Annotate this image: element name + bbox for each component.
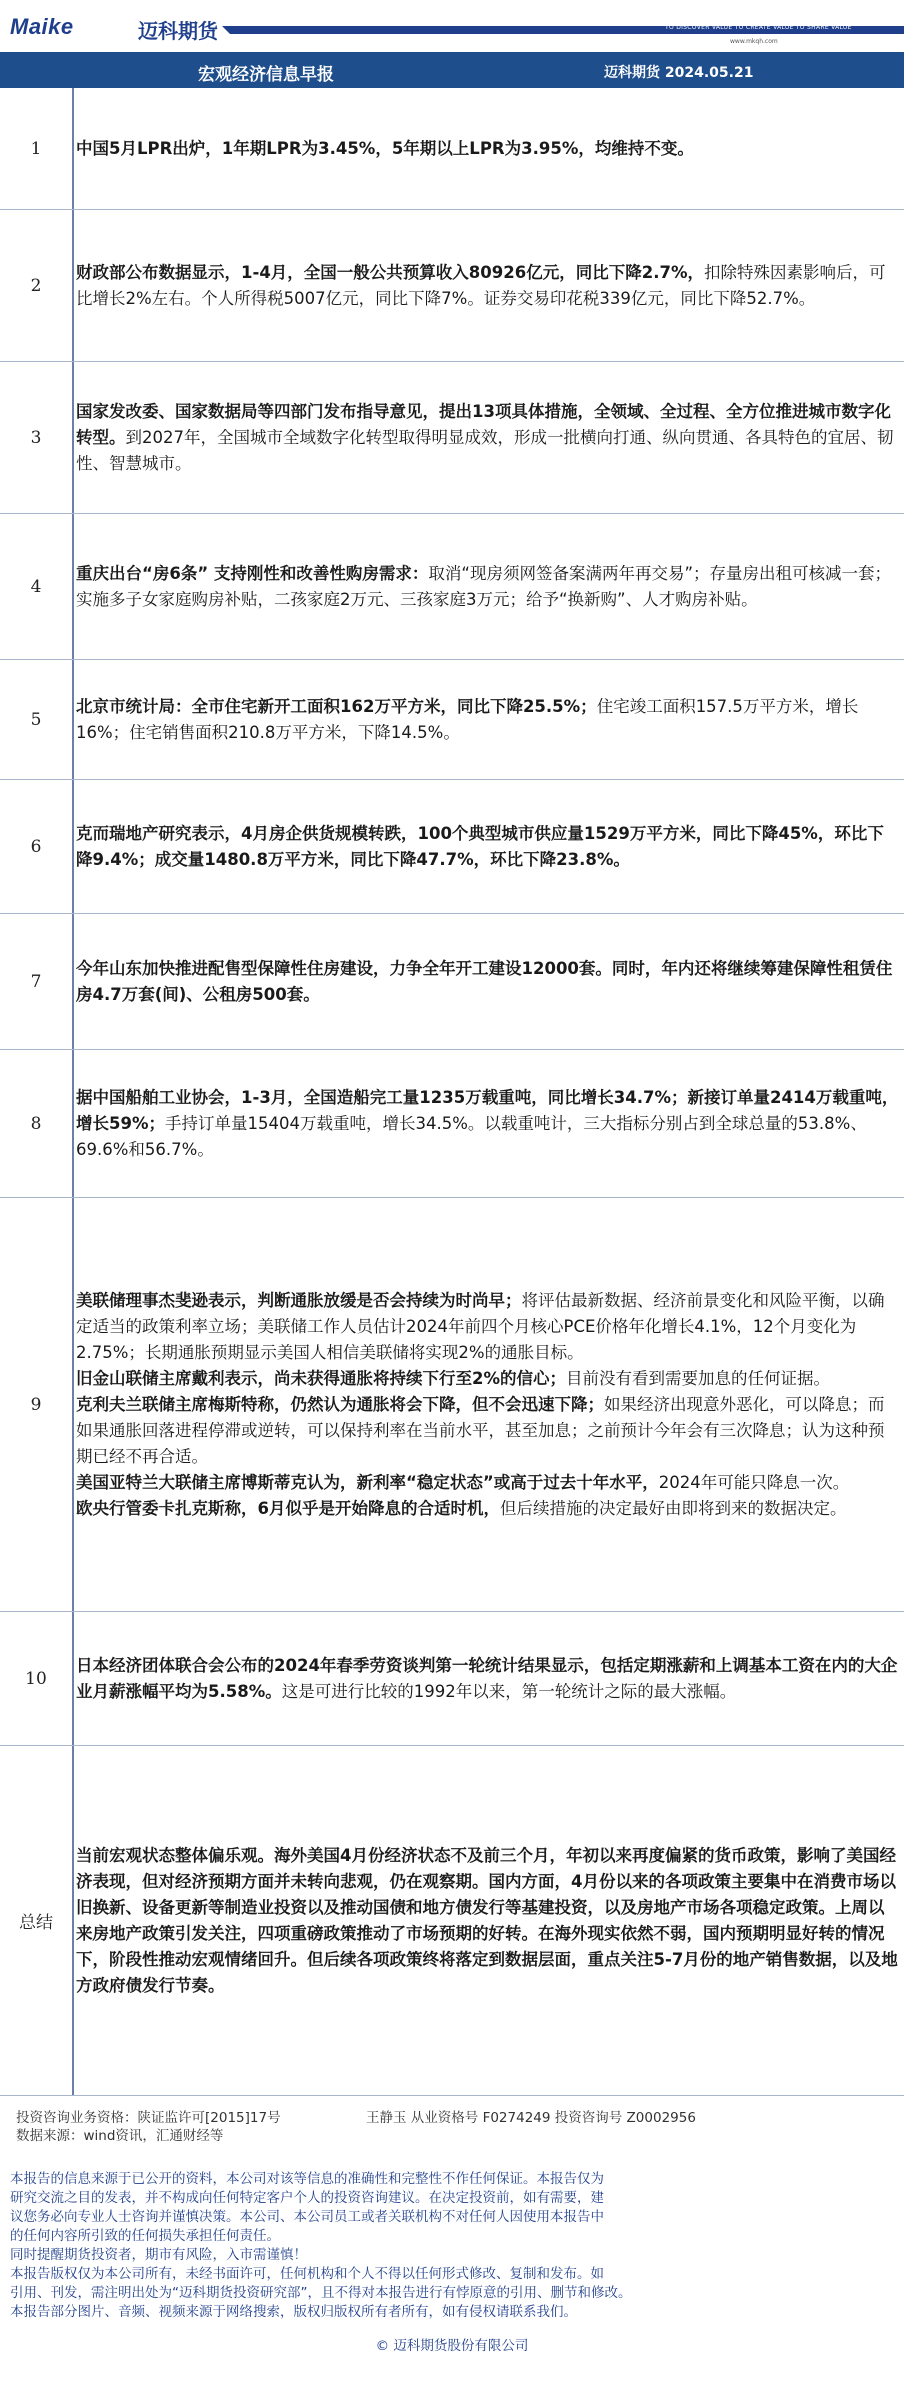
news-row-3 (0, 362, 904, 514)
row-number: 10 (0, 1612, 74, 1745)
disclaimer-line: 研究交流之目的发表，并不构成向任何特定客户个人的投资咨询建议。在决定投资前，如有需要，建 (10, 2190, 604, 2206)
company-logo-cn: 迈科期货 (138, 19, 218, 43)
publisher-date: 迈科期货 2024.05.21 (604, 65, 754, 81)
row-detail: 扣除特殊因素影响后，可比增长2%左右。个人所得税5007亿元，同比下降7%。证券交易印花税339亿元，同比下降52.7%。 (76, 262, 886, 308)
row-headline: 据中国船舶工业协会，1-3月，全国造船完工量1235万载重吨，同比增长34.7%；新接订单量2414万载重吨，增长59%； (76, 1087, 899, 1133)
row-headline: 美联储理事杰斐逊表示，判断通胀放缓是否会持续为时尚早； (76, 1290, 522, 1310)
row-number: 7 (0, 914, 74, 1049)
row-headline: 中国5月LPR出炉，1年期LPR为3.45%，5年期以上LPR为3.95%，均维持不变。 (76, 138, 694, 158)
disclaimer (10, 2170, 890, 2322)
report-header (0, 0, 904, 52)
copyright: © 迈科期货股份有限公司 (375, 2338, 529, 2354)
news-row-4 (0, 514, 904, 660)
row-number: 6 (0, 780, 74, 913)
news-row-8 (0, 1050, 904, 1198)
news-row-6 (0, 780, 904, 914)
row-paragraph (76, 1470, 900, 1496)
row-headline: 国家发改委、国家数据局等四部门发布指导意见，提出13项具体措施，全领域、全过程、全方位推进城市数字化转型。 (76, 401, 891, 447)
license-info: 投资咨询业务资格：陕证监许可[2015]17号 (16, 2110, 281, 2126)
disclaimer-line: 引用、刊发，需注明出处为“迈科期货投资研究部”，且不得对本报告进行有悖原意的引用、删节和修改。 (10, 2285, 632, 2301)
row-headline: 财政部公布数据显示，1-4月，全国一般公共预算收入80926亿元，同比下降2.7%， (76, 262, 704, 282)
news-row-5 (0, 660, 904, 780)
row-number: 2 (0, 210, 74, 361)
row-detail: 取消“现房须网签备案满两年再交易”；存量房出租可核减一套；实施多子女家庭购房补贴，二孩家庭2万元、三孩家庭3万元；给予“换新购”、人才购房补贴。 (76, 563, 892, 609)
row-number: 3 (0, 362, 74, 513)
news-row-1 (0, 88, 904, 210)
row-headline: 克而瑞地产研究表示，4月房企供货规模转跌，100个典型城市供应量1529万平方米，同比下降45%，环比下降9.4%；成交量1480.8万平方米，同比下降47.7%，环比下降23.8%。 (76, 823, 884, 869)
row-detail: 如果经济出现意外恶化，可以降息；而如果通胀回落进程停滞或逆转，可以保持利率在当前水平，甚至加息；之前预计今年会有三次降息；认为这种预期已经不再合适。 (76, 1394, 885, 1466)
row-number: 4 (0, 514, 74, 659)
title-bar (0, 52, 904, 88)
row-detail: 到2027年，全国城市全域数字化转型取得明显成效，形成一批横向打通、纵向贯通、各具特色的宜居、韧性、智慧城市。 (76, 427, 894, 473)
summary-text: 当前宏观状态整体偏乐观。海外美国4月份经济状态不及前三个月，年初以来再度偏紧的货币政策，影响了美国经济表现，但对经济预期方面并未转向悲观，仍在观察期。国内方面，4月份以来的各项政策主要集中在消费市场以旧换新、设备更新等制造业投资以及推动国债和地方债发行等基建投资，以及房地产市场各项稳定政策。上周以来房地产政策引发关注，四项重磅政策推动了市场预期的好转。在海外现实依然不弱，国内预期明显好转的情况下，阶段性推动宏观情绪回升。但后续各项政策终将落定到数据层面，重点关注5-7月份的地产销售数据，以及地方政府债发行节奏。 (76, 1845, 898, 1995)
row-detail: 这是可进行比较的1992年以来，第一轮统计之际的最大涨幅。 (281, 1681, 737, 1701)
report-title: 宏观经济信息早报 (198, 65, 334, 85)
row-headline: 欧央行管委卡扎克斯称，6月似乎是开始降息的合适时机， (76, 1498, 500, 1518)
row-number: 1 (0, 88, 74, 209)
news-row-2 (0, 210, 904, 362)
disclaimer-line: 议您务必向专业人士咨询并谨慎决策。本公司、本公司员工或者关联机构不对任何人因使用本报告中 (10, 2209, 604, 2225)
row-detail: 但后续措施的决定最好由即将到来的数据决定。 (499, 1498, 847, 1518)
news-row-10 (0, 1612, 904, 1746)
summary-row (0, 1746, 904, 2096)
row-detail: 目前没有看到需要加息的任何证据。 (566, 1368, 831, 1388)
disclaimer-line: 的任何内容所引致的任何损失承担任何责任。 (10, 2228, 280, 2244)
header-slogan: TO DISCOVER VALUE TO CREATE VALUE TO SHARE VALUE (665, 24, 852, 31)
row-paragraph (76, 1392, 900, 1470)
row-headline: 北京市统计局：全市住宅新开工面积162万平方米，同比下降25.5%； (76, 696, 597, 716)
row-headline: 美国亚特兰大联储主席博斯蒂克认为，新利率“稳定状态”或高于过去十年水平， (76, 1472, 659, 1492)
data-source: 数据来源：wind资讯，汇通财经等 (16, 2128, 224, 2144)
analyst-info: 王静玉 从业资格号 F0274249 投资咨询号 Z0002956 (366, 2110, 696, 2126)
row-headline: 日本经济团体联合会公布的2024年春季劳资谈判第一轮统计结果显示，包括定期涨薪和上调基本工资在内的大企业月薪涨幅平均为5.58%。 (76, 1655, 898, 1701)
summary-label: 总结 (0, 1746, 74, 2095)
row-headline: 重庆出台“房6条” 支持刚性和改善性购房需求： (76, 563, 429, 583)
header-website: www.mkqh.com (730, 38, 778, 45)
row-paragraph (76, 1288, 900, 1366)
row-headline: 克利夫兰联储主席梅斯特称，仍然认为通胀将会下降，但不会迅速下降； (76, 1394, 604, 1414)
row-number: 8 (0, 1050, 74, 1197)
row-number: 5 (0, 660, 74, 779)
news-row-7 (0, 914, 904, 1050)
company-logo-en: Maike (10, 14, 74, 39)
row-headline: 旧金山联储主席戴利表示，尚未获得通胀将持续下行至2%的信心； (76, 1368, 567, 1388)
disclaimer-line: 本报告版权仅为本公司所有，未经书面许可，任何机构和个人不得以任何形式修改、复制和发布。如 (10, 2266, 604, 2282)
row-headline: 今年山东加快推进配售型保障性住房建设，力争全年开工建设12000套。同时，年内还将继续筹建保障性租赁住房4.7万套(间)、公租房500套。 (76, 958, 893, 1004)
disclaimer-line: 本报告的信息来源于已公开的资料，本公司对该等信息的准确性和完整性不作任何保证。本报告仅为 (10, 2171, 604, 2187)
row-paragraph (76, 1496, 900, 1522)
row-detail: 将评估最新数据、经济前景变化和风险平衡，以确定适当的政策利率立场；美联储工作人员估计2024年前四个月核心PCE价格年化增长4.1%，12个月变化为2.75%；长期通胀预期显示美国人相信美联储将实现2%的通胀目标。 (76, 1290, 885, 1362)
row-detail: 2024年可能只降息一次。 (658, 1472, 850, 1492)
news-row-9 (0, 1198, 904, 1612)
disclaimer-line: 同时提醒期货投资者，期市有风险，入市需谨慎！ (10, 2247, 307, 2263)
row-paragraph (76, 1366, 900, 1392)
row-detail: 手持订单量15404万载重吨，增长34.5%。以载重吨计，三大指标分别占到全球总量的53.8%、69.6%和56.7%。 (76, 1113, 867, 1159)
row-number: 9 (0, 1198, 74, 1611)
row-detail: 住宅竣工面积157.5万平方米，增长16%；住宅销售面积210.8万平方米，下降14.5%。 (76, 696, 859, 742)
disclaimer-line: 本报告部分图片、音频、视频来源于网络搜索，版权归版权所有者所有，如有侵权请联系我们。 (10, 2304, 577, 2320)
